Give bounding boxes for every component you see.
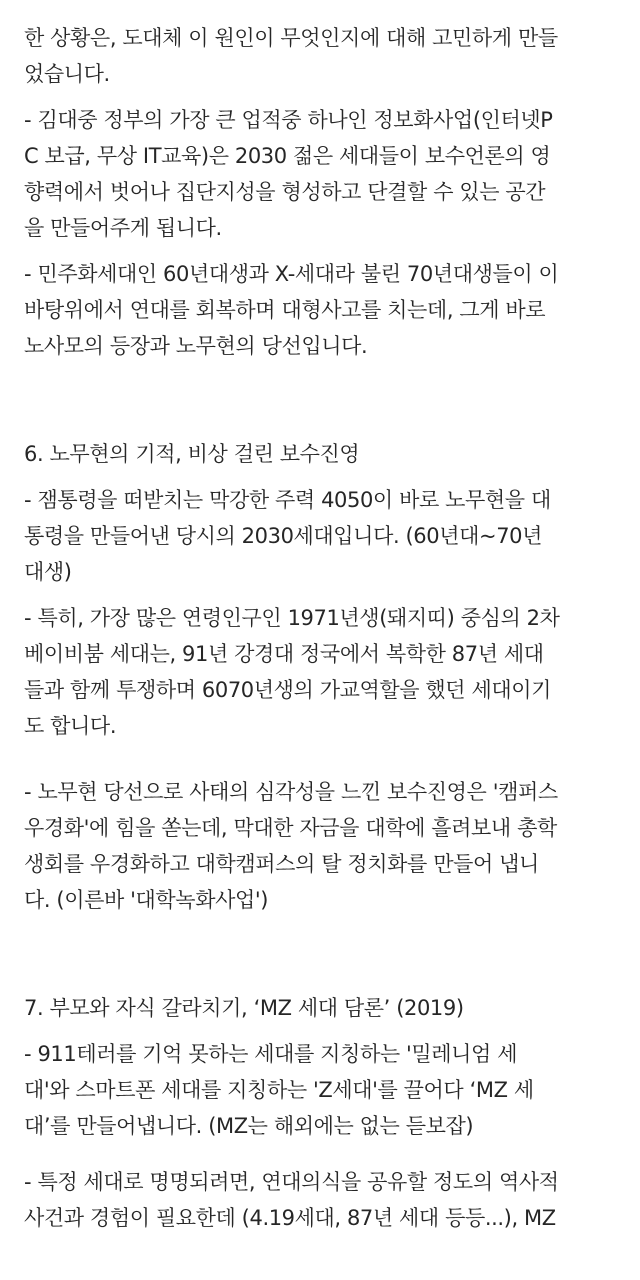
text-line: 들과 함께 투쟁하며 6070년생의 가교역할을 했던 세대이기 (24, 678, 551, 702)
text-line: 향력에서 벗어나 집단지성을 형성하고 단결할 수 있는 공간 (24, 180, 546, 204)
text-line: 을 만들어주게 됩니다. (24, 216, 222, 240)
text-line: 노사모의 등장과 노무현의 당선입니다. (24, 334, 368, 358)
text-line: 도 합니다. (24, 714, 117, 738)
text-line: 사건과 경험이 필요한데 (4.19세대, 87년 세대 등등...), MZ (24, 1206, 556, 1230)
text-line: 베이비붐 세대는, 91년 강경대 정국에서 복학한 87년 세대 (24, 642, 544, 666)
text-line: - 민주화세대인 60년대생과 X-세대라 불린 70년대생들이 이 (24, 262, 559, 286)
text-line: C 보급, 무상 IT교육)은 2030 젊은 세대들이 보수언론의 영 (24, 144, 551, 168)
section-heading: 7. 부모와 자식 갈라치기, ‘MZ 세대 담론’ (2019) (24, 996, 464, 1020)
text-line: - 특정 세대로 명명되려면, 연대의식을 공유할 정도의 역사적 (24, 1170, 559, 1194)
text-line: 우경화'에 힘을 쏟는데, 막대한 자금을 대학에 흘려보내 총학 (24, 816, 557, 840)
text-line: 통령을 만들어낸 당시의 2030세대입니다. (60년대~70년 (24, 524, 542, 548)
text-line: 생회를 우경화하고 대학캠퍼스의 탈 정치화를 만들어 냅니 (24, 852, 539, 876)
text-line: 대'와 스마트폰 세대를 지칭하는 'Z세대'를 끌어다 ‘MZ 세 (24, 1078, 534, 1102)
text-line: 대생) (24, 560, 72, 584)
text-line: - 노무현 당선으로 사태의 심각성을 느낀 보수진영은 '캠퍼스 (24, 780, 558, 804)
text-line: 대’를 만들어냅니다. (MZ는 해외에는 없는 듣보잡) (24, 1114, 474, 1138)
text-line: - 김대중 정부의 가장 큰 업적중 하나인 정보화사업(인터넷P (24, 108, 553, 132)
text-line: - 특히, 가장 많은 연령인구인 1971년생(돼지띠) 중심의 2차 (24, 606, 560, 630)
section-heading: 6. 노무현의 기적, 비상 걸린 보수진영 (24, 442, 360, 466)
text-line: - 911테러를 기억 못하는 세대를 지칭하는 '밀레니엄 세 (24, 1042, 518, 1066)
text-line: 었습니다. (24, 62, 110, 86)
text-line: 다. (이른바 '대학녹화사업') (24, 888, 269, 912)
text-line: - 잼통령을 떠받치는 막강한 주력 4050이 바로 노무현을 대 (24, 488, 551, 512)
text-line: 한 상황은, 도대체 이 원인이 무엇인지에 대해 고민하게 만들 (24, 26, 558, 50)
text-line: 바탕위에서 연대를 회복하며 대형사고를 치는데, 그게 바로 (24, 298, 546, 322)
